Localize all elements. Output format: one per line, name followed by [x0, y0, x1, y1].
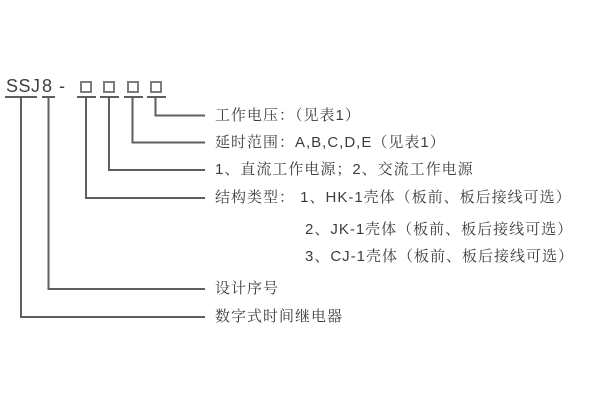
callout-structure-type: 结构类型： 1、HK-1壳体（板前、板后接线可选）: [215, 189, 572, 206]
callout-line-design-serial: [49, 98, 206, 289]
callout-working-voltage: 工作电压：（见表1）: [215, 107, 361, 124]
callout-power-supply: 1、直流工作电源；2、交流工作电源: [215, 161, 474, 178]
model-design-digit: 8: [42, 76, 53, 96]
model-separator: -: [59, 76, 66, 96]
callout-line-power-supply: [109, 98, 205, 170]
callout-product-name: 数字式时间继电器: [215, 308, 344, 325]
underline-box-1: [77, 96, 96, 98]
callout-line-working-voltage: [156, 98, 206, 116]
underline-box-2: [100, 96, 119, 98]
underline-box-4: [147, 96, 166, 98]
callout-design-serial-number: 设计序号: [215, 280, 280, 297]
model-code-box-4: [150, 81, 162, 93]
callout-line-structure-type: [86, 98, 205, 198]
callout-delay-range: 延时范围：A,B,C,D,E（见表1）: [215, 134, 446, 151]
underline-prefix: [5, 96, 37, 98]
callout-structure-type-option-3: 3、CJ-1壳体（板前、板后接线可选）: [305, 248, 575, 265]
model-code-box-1: [80, 81, 92, 93]
model-code-box-2: [103, 81, 115, 93]
underline-box-3: [124, 96, 143, 98]
callout-line-delay-range: [133, 98, 206, 143]
model-prefix: SSJ: [6, 76, 41, 96]
model-code-box-3: [127, 81, 139, 93]
callout-structure-type-option-2: 2、JK-1壳体（板前、板后接线可选）: [305, 221, 574, 238]
underline-design-digit: [42, 96, 55, 98]
